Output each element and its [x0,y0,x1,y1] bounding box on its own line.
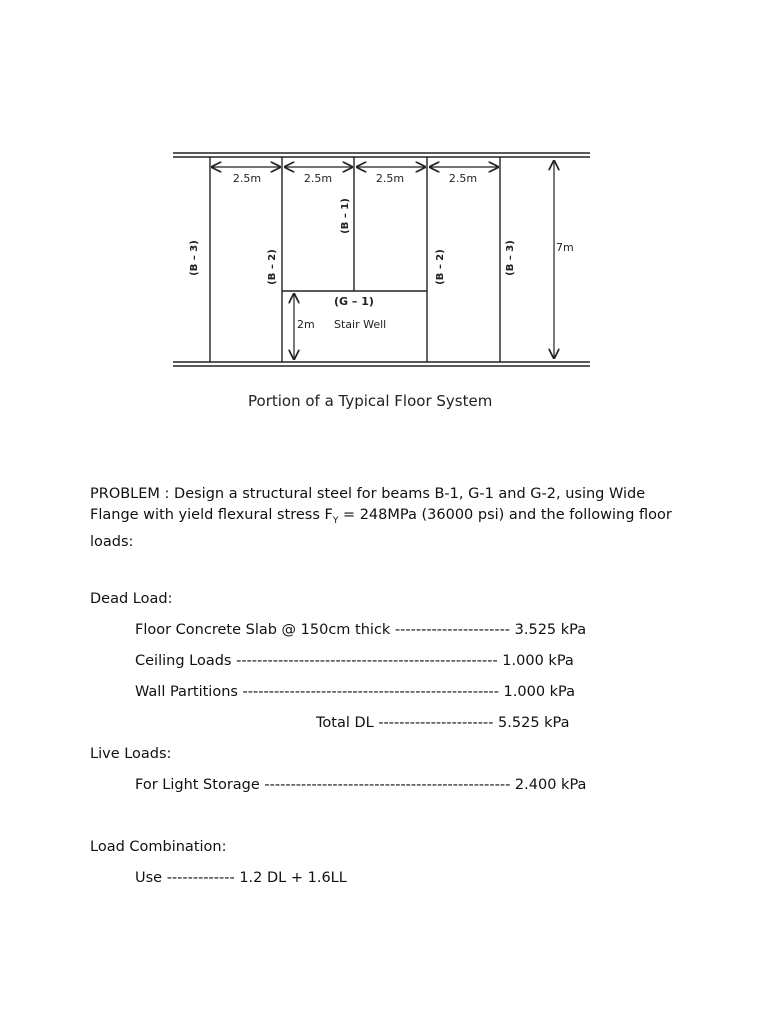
live-load-heading: Live Loads: [90,746,172,762]
dead-load-heading: Dead Load: [90,591,173,607]
spacing-label-1: 2.5m [232,172,262,185]
dead-load-item-slab: Floor Concrete Slab @ 150cm thick ---------------------- 3.525 kPa [135,622,587,638]
height-label: 7m [556,241,574,254]
load-combination-use: Use ------------- 1.2 DL + 1.6LL [135,870,347,886]
dead-load-item-ceiling: Ceiling Loads -------------------------------------------------- 1.000 kPa [135,653,574,669]
stair-well-label: Stair Well [334,318,387,331]
problem-text-after: = 248MPa (36000 psi) and the following floor loads: [90,507,672,550]
diagram-caption: Portion of a Typical Floor System [248,392,493,410]
dead-load-item-partitions: Wall Partitions ------------------------------------------------- 1.000 kPa [135,684,576,700]
problem-statement [90,484,680,553]
spacing-label-4: 2.5m [448,172,478,185]
spacing-label-3: 2.5m [375,172,405,185]
g1-label: (G – 1) [334,295,374,308]
b3-left-label: (B – 3) [189,240,200,276]
stairwell-depth-label: 2m [297,318,315,331]
live-load-item-storage: For Light Storage ----------------------------------------------- 2.400 kPa [135,777,587,793]
load-combination-heading: Load Combination: [90,839,227,855]
b2-right-label: (B – 2) [435,249,446,285]
floor-system-diagram [0,0,768,420]
spacing-label-2: 2.5m [303,172,333,185]
dead-load-total: Total DL ---------------------- 5.525 kPa [316,715,570,731]
b2-left-label: (B – 2) [267,249,278,285]
b1-label: (B – 1) [340,198,351,234]
b3-right-label: (B – 3) [505,240,516,276]
problem-subscript: Y [332,515,339,526]
problem-text-before: PROBLEM : Design a structural steel for beams B-1, G-1 and G-2, using Wide Flange with yield flexural stress F [90,486,646,523]
